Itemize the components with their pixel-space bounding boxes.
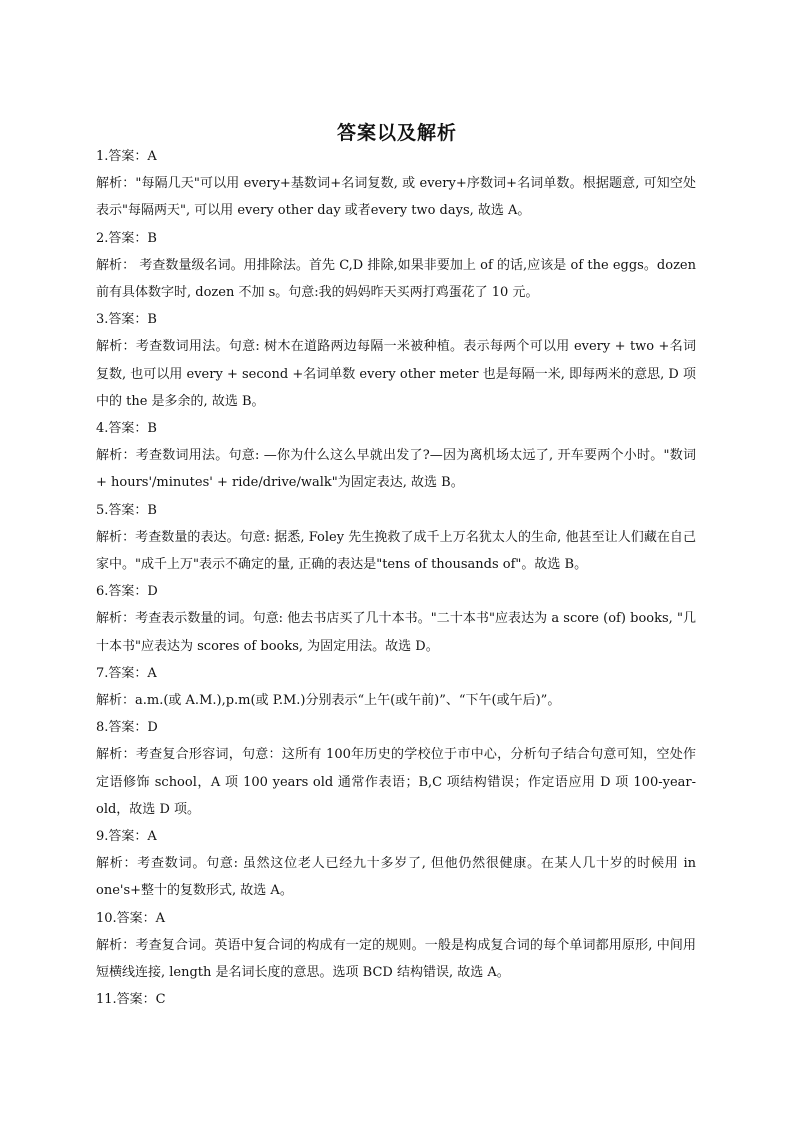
answer-6: 6.答案：D: [96, 584, 158, 600]
answer-7: 7.答案：A: [96, 665, 157, 681]
explanation-6: 解析：考查表示数量的词。句意: 他去书店买了几十本书。"二十本书"应表达为 a score (of) books, "几十本书"应表达为 scores of books, 为固定用法。故选 D。: [96, 611, 696, 654]
explanation-7: 解析：a.m.(或 A.M.),p.m(或 P.M.)分别表示“上午(或午前)”、“下午(或午后)”。: [96, 693, 561, 709]
answer-list: [96, 143, 696, 1014]
answer-8: 8.答案：D: [96, 720, 158, 736]
page-title: 答案以及解析: [336, 122, 457, 144]
explanation-3: 解析：考查数词用法。句意: 树木在道路两边每隔一米被种植。表示每两个可以用 every + two +名词复数, 也可以用 every + second +名词单数 every other meter 也是每隔一米, 即每两米的意思, D 项中的 the 是多余的, 故选 B。: [96, 339, 696, 409]
answer-11: 11.答案：C: [96, 992, 166, 1008]
answer-9: 9.答案：A: [96, 829, 157, 845]
explanation-4: 解析：考查数词用法。句意: —你为什么这么早就出发了?—因为离机场太远了, 开车要两个小时。"数词 + hours'/minutes' + ride/drive/walk"为固定表达, 故选 B。: [96, 448, 696, 491]
answer-4: 4.答案：B: [96, 421, 157, 437]
explanation-1: 解析："每隔几天"可以用 every+基数词+名词复数, 或 every+序数词+名词单数。根据题意, 可知空处表示"每隔两天", 可以用 every other day 或者every two days, 故选 A。: [96, 176, 696, 219]
answer-3: 3.答案：B: [96, 312, 157, 328]
explanation-9: 解析：考查数词。句意: 虽然这位老人已经九十多岁了, 但他仍然很健康。在某人几十岁的时候用 in one's+整十的复数形式, 故选 A。: [96, 856, 696, 899]
explanation-8: 解析：考查复合形容词，句意：这所有 100年历史的学校位于市中心，分析句子结合句意可知，空处作定语修饰 school，A 项 100 years old 通常作表语；B,C 项结构错误；作定语应用 D 项 100-year-old，故选 D 项。: [96, 747, 696, 817]
answer-1: 1.答案：A: [96, 149, 157, 164]
answer-2: 2.答案：B: [96, 230, 157, 246]
answer-10: 10.答案：A: [96, 910, 166, 926]
explanation-5: 解析：考查数量的表达。句意: 据悉, Foley 先生挽救了成千上万名犹太人的生命, 他甚至让人们藏在自己家中。"成千上万"表示不确定的量, 正确的表达是"tens of thousands of"。故选 B。: [96, 529, 696, 573]
answer-5: 5.答案：B: [96, 502, 157, 518]
explanation-2: 解析： 考查数量级名词。用排除法。首先 C,D 排除,如果非要加上 of 的话,应该是 of the eggs。dozen 前有具体数字时, dozen 不加 s。句意:我的妈妈昨天买两打鸡蛋花了 10 元。: [96, 257, 696, 301]
explanation-10: 解析：考查复合词。英语中复合词的构成有一定的规则。一般是构成复合词的每个单词都用原形, 中间用短横线连接, length 是名词长度的意思。选项 BCD 结构错误, 故选 A。: [96, 937, 696, 981]
